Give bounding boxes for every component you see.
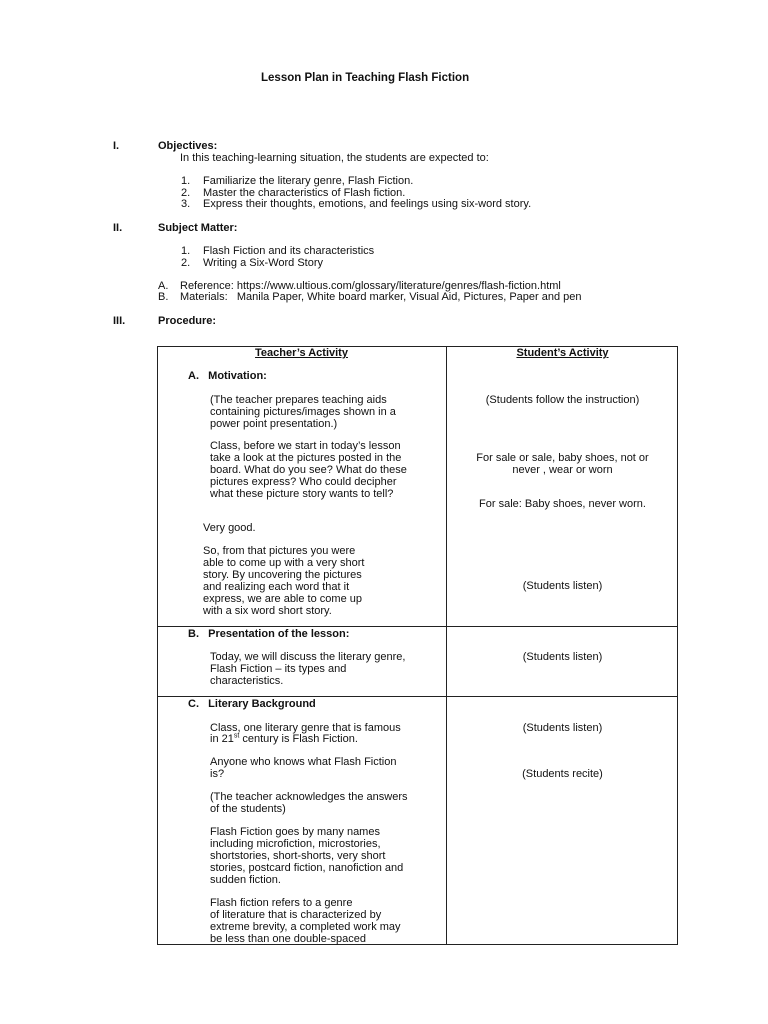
- document-title: Lesson Plan in Teaching Flash Fiction: [261, 72, 470, 84]
- student-activity-header: Student’s Activity: [516, 347, 609, 359]
- table-row-divider: [157, 696, 678, 697]
- teacher-text: (The teacher acknowledges the answers of the students): [210, 791, 408, 815]
- subject-item: Flash Fiction and its characteristics: [203, 245, 375, 257]
- teacher-text: Today, we will discuss the literary genre, Flash Fiction – its types and characteristics.: [210, 651, 406, 687]
- subject-number: 2.: [181, 257, 191, 269]
- objective-number: 3.: [181, 198, 191, 210]
- materials-letter: B.: [158, 291, 169, 303]
- objectives-intro: In this teaching-learning situation, the students are expected to:: [180, 152, 489, 164]
- teacher-text: Flash fiction refers to a genre of literature that is characterized by extreme brevity, a completed work may be less than one double-spaced: [210, 897, 401, 945]
- teacher-text: (The teacher prepares teaching aids containing pictures/images shown in a power point presentation.): [210, 394, 396, 430]
- literary-background-label: C. Literary Background: [188, 698, 316, 710]
- student-response: (Students listen): [522, 580, 603, 592]
- table-column-divider: [446, 346, 447, 944]
- teacher-text: Class, one literary genre that is famous: [210, 722, 401, 734]
- student-response: (Students follow the instruction): [485, 394, 640, 406]
- objective-number: 1.: [181, 175, 191, 187]
- teacher-activity-header: Teacher’s Activity: [255, 347, 348, 359]
- section-numeral-procedure: III.: [113, 315, 126, 327]
- objective-item: Express their thoughts, emotions, and feelings using six-word story.: [203, 198, 532, 210]
- subject-number: 1.: [181, 245, 191, 257]
- objectives-heading: Objectives:: [158, 140, 218, 152]
- student-response: For sale or sale, baby shoes, not or never , wear or worn: [476, 452, 649, 476]
- reference-line: Reference: https://www.ultious.com/glossary/literature/genres/flash-fiction.html: [180, 280, 561, 292]
- objective-item: Familiarize the literary genre, Flash Fiction.: [203, 175, 414, 187]
- motivation-label: A. Motivation:: [188, 370, 267, 382]
- subject-matter-heading: Subject Matter:: [158, 222, 238, 234]
- objective-number: 2.: [181, 187, 191, 199]
- materials-line: Materials: Manila Paper, White board marker, Visual Aid, Pictures, Paper and pen: [180, 291, 582, 303]
- teacher-text: Very good.: [203, 522, 256, 534]
- teacher-text-century: in 21st century is Flash Fiction.: [210, 732, 358, 745]
- subject-item: Writing a Six-Word Story: [203, 257, 324, 269]
- student-response: (Students recite): [522, 768, 603, 780]
- student-response: For sale: Baby shoes, never worn.: [479, 498, 646, 510]
- teacher-text: Anyone who knows what Flash Fiction is?: [210, 756, 397, 780]
- section-numeral-subject-matter: II.: [113, 222, 123, 234]
- objective-item: Master the characteristics of Flash fiction.: [203, 187, 406, 199]
- section-numeral-objectives: I.: [113, 140, 120, 152]
- procedure-heading: Procedure:: [158, 315, 217, 327]
- teacher-text: Class, before we start in today’s lesson take a look at the pictures posted in the board. What do you see? What do these pictures express? Who could decipher what these picture story wants to tell?: [210, 440, 407, 500]
- reference-letter: A.: [158, 280, 169, 292]
- student-response: (Students listen): [522, 651, 603, 663]
- student-response: (Students listen): [522, 722, 603, 734]
- table-row-divider: [157, 626, 678, 627]
- teacher-text: So, from that pictures you were able to come up with a very short story. By uncovering the pictures and realizing each word that it express, we are able to come up with a six word short story.: [203, 545, 365, 617]
- teacher-text: Flash Fiction goes by many names including microfiction, microstories, shortstories, short-shorts, very short stories, postcard fiction, nanofiction and sudden fiction.: [210, 826, 404, 886]
- presentation-label: B. Presentation of the lesson:: [188, 628, 350, 640]
